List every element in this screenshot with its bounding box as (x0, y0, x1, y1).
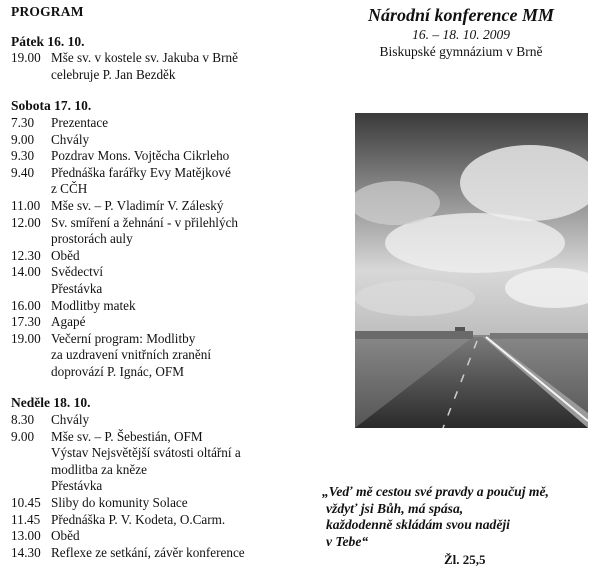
schedule-events (51, 495, 311, 512)
schedule-row (11, 148, 311, 165)
schedule-events (51, 248, 311, 265)
schedule-time: 12.30 (11, 247, 41, 263)
schedule-events (51, 512, 311, 529)
schedule-row (11, 115, 311, 132)
conference-dates: 16. – 18. 10. 2009 (412, 27, 510, 42)
schedule-line: Přednáška farářky Evy Matějkové (51, 164, 231, 180)
schedule-time: 8.30 (11, 412, 35, 428)
treeline (355, 331, 473, 339)
schedule-row (11, 314, 311, 331)
schedule-line: Sliby do komunity Solace (51, 495, 188, 511)
schedule-time: 13.00 (11, 528, 41, 544)
schedule-row (11, 264, 311, 297)
program-day (11, 98, 311, 380)
conference-title: Národní konference MM (367, 5, 554, 25)
schedule-events (51, 165, 311, 198)
schedule-row (11, 495, 311, 512)
schedule-line: Chvály (51, 412, 90, 428)
schedule-events (51, 545, 311, 562)
schedule-line: Svědectví (51, 264, 104, 280)
program-day (11, 395, 311, 561)
bible-quote (322, 484, 600, 550)
schedule-line: celebruje P. Jan Bezděk (51, 66, 176, 82)
quote-line: každodenně skládám svou naději (326, 517, 510, 532)
day-heading: Pátek 16. 10. (11, 33, 85, 49)
schedule-time: 11.45 (11, 511, 41, 527)
schedule-line: Oběd (51, 247, 80, 263)
schedule-events (51, 331, 311, 381)
schedule-events (51, 198, 311, 215)
schedule-events (51, 215, 311, 248)
schedule-line: Mše sv. – P. Vladimír V. Záleský (51, 197, 224, 213)
schedule-line: Oběd (51, 528, 80, 544)
schedule-time: 7.30 (11, 114, 35, 130)
schedule-row (11, 248, 311, 265)
schedule-row (11, 215, 311, 248)
schedule-line: Pozdrav Mons. Vojtěcha Cikrleho (51, 148, 230, 164)
schedule-line: Sv. smíření a žehnání - v přilehlých (51, 214, 239, 230)
schedule-time: 9.00 (11, 428, 35, 444)
cloud (355, 280, 475, 316)
schedule-time: 9.00 (11, 131, 35, 147)
schedule-time: 9.40 (11, 164, 35, 180)
quote-line: v Tebe“ (326, 533, 369, 549)
schedule-events (51, 115, 311, 132)
schedule-events (51, 314, 311, 331)
schedule-events (51, 264, 311, 297)
schedule-line: za uzdravení vnitřních zranění (51, 347, 212, 363)
schedule-line: z CČH (51, 181, 88, 197)
quote-reference: Žl. 25,5 (444, 552, 486, 567)
schedule-time: 17.30 (11, 314, 41, 330)
schedule-line: Agapé (51, 314, 86, 330)
program-day (11, 34, 311, 84)
schedule-time: 14.00 (11, 264, 41, 280)
info-column (322, 0, 600, 567)
schedule-line: Prezentace (51, 114, 109, 130)
schedule-line: modlitba za kněze (51, 461, 147, 477)
schedule-time: 19.00 (11, 330, 41, 346)
schedule-events (51, 298, 311, 315)
schedule-line: Chvály (51, 131, 90, 147)
schedule-row (11, 545, 311, 562)
schedule-row (11, 429, 311, 495)
conference-venue: Biskupské gymnázium v Brně (379, 44, 543, 59)
quote-line: „Veď mě cestou své pravdy a poučuj mě, (322, 484, 549, 499)
schedule-events (51, 429, 311, 495)
road-photo (355, 113, 588, 428)
schedule-row (11, 132, 311, 149)
schedule-line: Modlitby matek (51, 297, 136, 313)
schedule-events (51, 528, 311, 545)
schedule-line: prostorách auly (51, 231, 133, 247)
schedule-line: Mše sv. – P. Šebestián, OFM (51, 428, 203, 444)
schedule-events (51, 412, 311, 429)
schedule-row (11, 165, 311, 198)
schedule-row (11, 512, 311, 529)
schedule-row (11, 298, 311, 315)
program-title: PROGRAM (11, 4, 84, 19)
treeline (490, 333, 588, 339)
schedule-line: Výstav Nejsvětější svátosti oltářní a (51, 445, 241, 461)
schedule-row (11, 198, 311, 215)
schedule-row (11, 50, 311, 83)
schedule-time: 14.30 (11, 544, 41, 560)
schedule-row (11, 412, 311, 429)
schedule-row (11, 331, 311, 381)
schedule-row (11, 528, 311, 545)
program-days (11, 34, 311, 562)
schedule-time: 16.00 (11, 297, 41, 313)
schedule-line: doprovází P. Ignác, OFM (51, 363, 184, 379)
schedule-line: Přestávka (51, 478, 103, 494)
schedule-time: 9.30 (11, 148, 35, 164)
program-column (11, 4, 311, 576)
schedule-time: 19.00 (11, 50, 41, 66)
day-heading: Sobota 17. 10. (11, 98, 92, 114)
day-heading: Neděle 18. 10. (11, 395, 91, 411)
schedule-time: 12.00 (11, 214, 41, 230)
schedule-time: 11.00 (11, 197, 41, 213)
quote-line: vždyť jsi Bůh, má spása, (326, 500, 464, 516)
schedule-line: Přednáška P. V. Kodeta, O.Carm. (51, 511, 226, 527)
schedule-line: Večerní program: Modlitby (51, 330, 196, 346)
schedule-line: Mše sv. v kostele sv. Jakuba v Brně (51, 50, 238, 66)
schedule-line: Reflexe ze setkání, závěr konference (51, 544, 245, 560)
schedule-events (51, 148, 311, 165)
schedule-line: Přestávka (51, 280, 103, 296)
schedule-time: 10.45 (11, 495, 41, 511)
schedule-events (51, 50, 311, 83)
schedule-events (51, 132, 311, 149)
